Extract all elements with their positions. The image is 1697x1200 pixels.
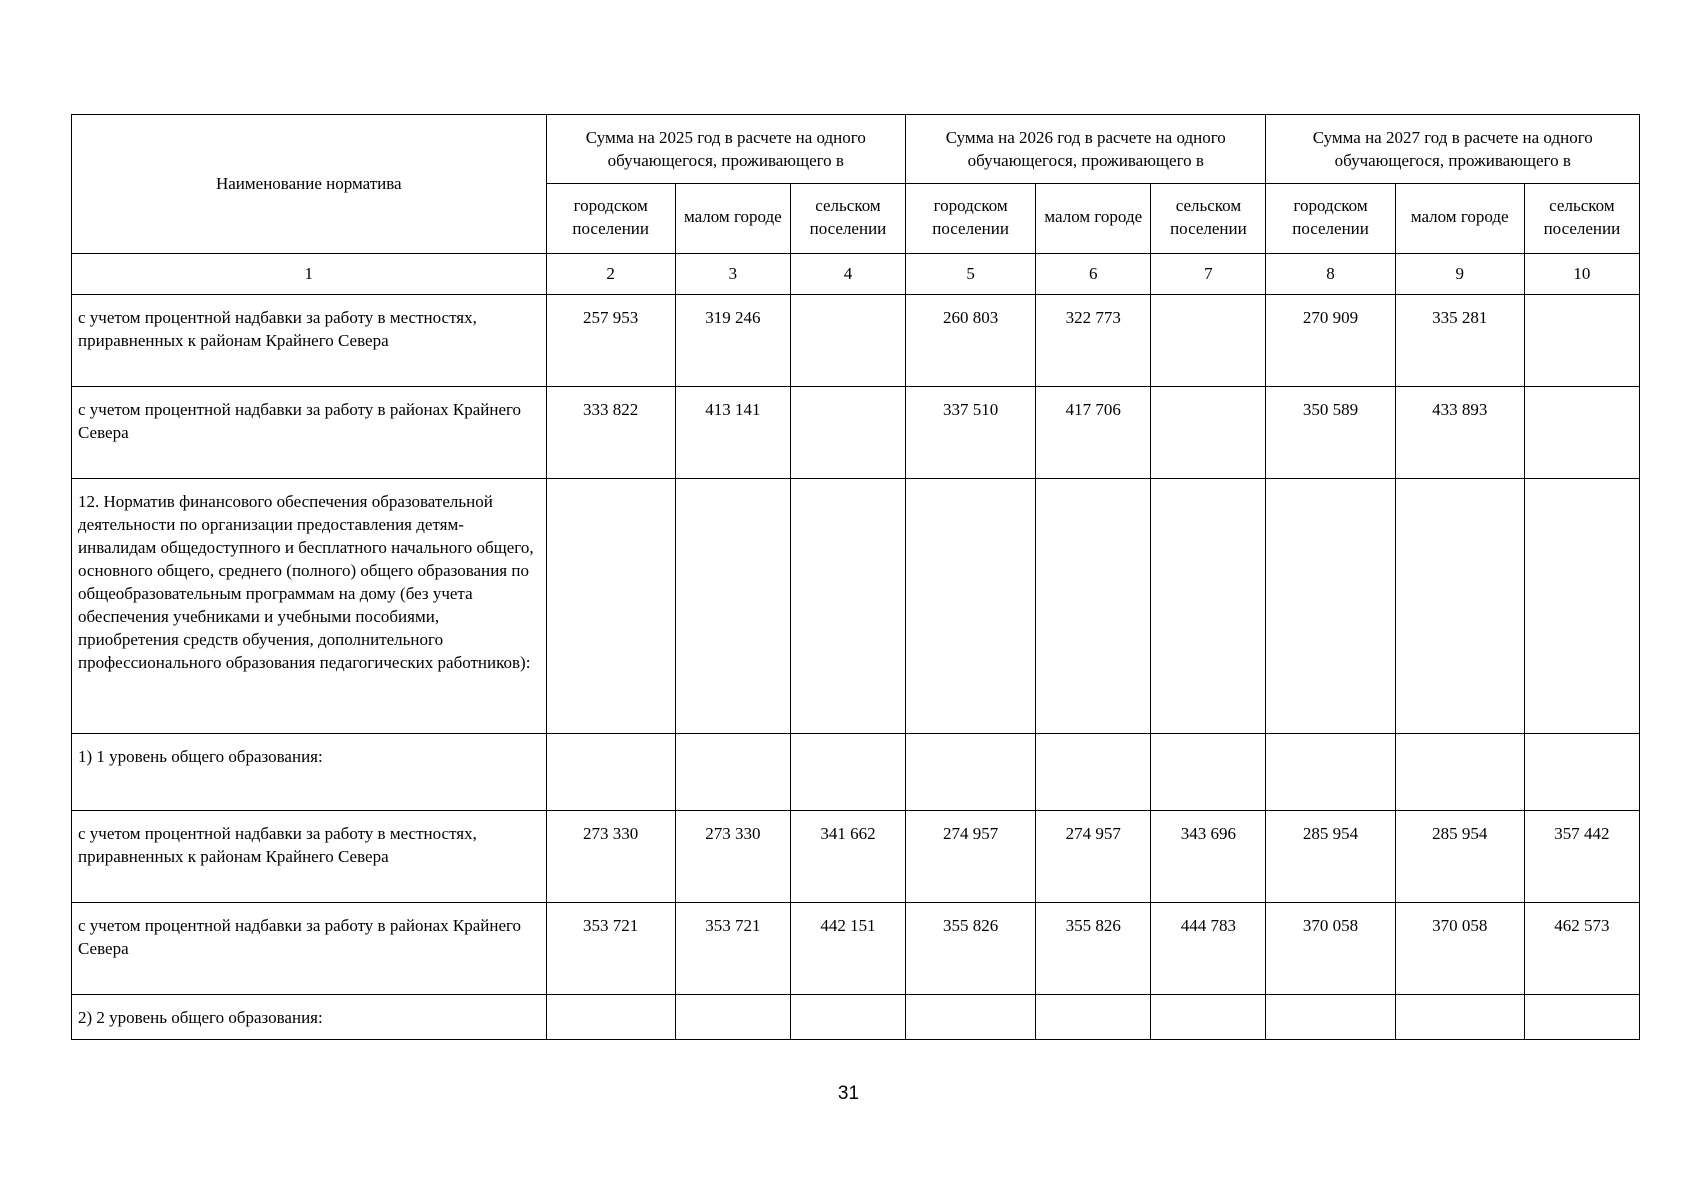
value-cell xyxy=(675,479,790,734)
value-cell: 370 058 xyxy=(1266,903,1395,995)
value-cell xyxy=(1395,734,1524,811)
table-row xyxy=(72,479,1640,734)
value-cell xyxy=(790,734,905,811)
value-cell xyxy=(675,995,790,1040)
value-cell xyxy=(1266,479,1395,734)
table-row xyxy=(72,903,1640,995)
value-cell: 353 721 xyxy=(675,903,790,995)
value-cell xyxy=(790,479,905,734)
value-cell: 444 783 xyxy=(1151,903,1266,995)
column-number: 4 xyxy=(790,254,905,295)
value-cell: 343 696 xyxy=(1151,811,1266,903)
column-number: 10 xyxy=(1524,254,1639,295)
value-cell xyxy=(1036,734,1151,811)
header-group-2027: Сумма на 2027 год в расчете на одного обучающегося, проживающего в xyxy=(1266,115,1640,184)
value-cell: 355 826 xyxy=(906,903,1036,995)
value-cell xyxy=(1151,734,1266,811)
column-number: 2 xyxy=(546,254,675,295)
value-cell xyxy=(1151,479,1266,734)
column-number: 9 xyxy=(1395,254,1524,295)
value-cell xyxy=(906,995,1036,1040)
header-group-2026: Сумма на 2026 год в расчете на одного обучающегося, проживающего в xyxy=(906,115,1266,184)
value-cell: 337 510 xyxy=(906,387,1036,479)
row-name-cell: 2) 2 уровень общего образования: xyxy=(72,995,547,1040)
value-cell xyxy=(546,995,675,1040)
value-cell xyxy=(675,734,790,811)
value-cell xyxy=(790,995,905,1040)
value-cell xyxy=(1524,734,1639,811)
value-cell: 257 953 xyxy=(546,295,675,387)
value-cell: 462 573 xyxy=(1524,903,1639,995)
value-cell xyxy=(1524,387,1639,479)
value-cell xyxy=(1151,387,1266,479)
subheader-urban-2025: городском поселении xyxy=(546,184,675,254)
value-cell: 335 281 xyxy=(1395,295,1524,387)
column-number: 7 xyxy=(1151,254,1266,295)
subheader-rural-2026: сельском поселении xyxy=(1151,184,1266,254)
row-name-cell: с учетом процентной надбавки за работу в местностях, приравненных к районам Крайнего Севера xyxy=(72,295,547,387)
column-number: 8 xyxy=(1266,254,1395,295)
value-cell xyxy=(1395,479,1524,734)
value-cell: 322 773 xyxy=(1036,295,1151,387)
value-cell: 433 893 xyxy=(1395,387,1524,479)
value-cell: 285 954 xyxy=(1395,811,1524,903)
header-name-cell: Наименование норматива xyxy=(72,115,547,254)
value-cell: 413 141 xyxy=(675,387,790,479)
header-group-row xyxy=(72,115,1640,184)
value-cell xyxy=(1151,995,1266,1040)
value-cell: 274 957 xyxy=(906,811,1036,903)
value-cell: 350 589 xyxy=(1266,387,1395,479)
value-cell: 274 957 xyxy=(1036,811,1151,903)
value-cell: 442 151 xyxy=(790,903,905,995)
column-number-row xyxy=(72,254,1640,295)
value-cell: 417 706 xyxy=(1036,387,1151,479)
row-name-cell: с учетом процентной надбавки за работу в районах Крайнего Севера xyxy=(72,903,547,995)
value-cell: 370 058 xyxy=(1395,903,1524,995)
table-row xyxy=(72,387,1640,479)
column-number: 3 xyxy=(675,254,790,295)
header-group-2025: Сумма на 2025 год в расчете на одного обучающегося, проживающего в xyxy=(546,115,905,184)
column-number: 6 xyxy=(1036,254,1151,295)
row-name-cell: 12. Норматив финансового обеспечения образовательной деятельности по организации предоставления детям-инвалидам общедоступного и бесплатного начального общего, основного общего, среднего (полного) общего образования по общеобразовательным программам на дому (без учета обеспечения учебниками и учебными пособиями, приобретения средств обучения, дополнительного профессионального образования педагогических работников): xyxy=(72,479,547,734)
value-cell xyxy=(1395,995,1524,1040)
value-cell xyxy=(790,295,905,387)
row-name-cell: с учетом процентной надбавки за работу в районах Крайнего Севера xyxy=(72,387,547,479)
value-cell xyxy=(1524,995,1639,1040)
value-cell xyxy=(1036,995,1151,1040)
column-number: 5 xyxy=(906,254,1036,295)
value-cell xyxy=(1524,295,1639,387)
value-cell xyxy=(546,479,675,734)
value-cell: 333 822 xyxy=(546,387,675,479)
value-cell: 273 330 xyxy=(675,811,790,903)
page-number: 31 xyxy=(837,1083,860,1104)
value-cell xyxy=(906,479,1036,734)
value-cell xyxy=(1524,479,1639,734)
table-row xyxy=(72,295,1640,387)
value-cell: 355 826 xyxy=(1036,903,1151,995)
value-cell: 357 442 xyxy=(1524,811,1639,903)
value-cell xyxy=(1266,995,1395,1040)
row-name-cell: с учетом процентной надбавки за работу в местностях, приравненных к районам Крайнего Севера xyxy=(72,811,547,903)
value-cell: 353 721 xyxy=(546,903,675,995)
table-row xyxy=(72,995,1640,1040)
table-row xyxy=(72,811,1640,903)
value-cell: 319 246 xyxy=(675,295,790,387)
value-cell: 273 330 xyxy=(546,811,675,903)
value-cell xyxy=(1266,734,1395,811)
column-number: 1 xyxy=(72,254,547,295)
subheader-smalltown-2025: малом городе xyxy=(675,184,790,254)
subheader-rural-2025: сельском поселении xyxy=(790,184,905,254)
value-cell xyxy=(906,734,1036,811)
subheader-smalltown-2027: малом городе xyxy=(1395,184,1524,254)
subheader-smalltown-2026: малом городе xyxy=(1036,184,1151,254)
subheader-rural-2027: сельском поселении xyxy=(1524,184,1639,254)
value-cell: 285 954 xyxy=(1266,811,1395,903)
norms-table xyxy=(71,114,1640,1040)
value-cell xyxy=(1036,479,1151,734)
value-cell: 260 803 xyxy=(906,295,1036,387)
row-name-cell: 1) 1 уровень общего образования: xyxy=(72,734,547,811)
value-cell xyxy=(1151,295,1266,387)
table-row xyxy=(72,734,1640,811)
value-cell xyxy=(546,734,675,811)
value-cell: 270 909 xyxy=(1266,295,1395,387)
value-cell xyxy=(790,387,905,479)
subheader-urban-2026: городском поселении xyxy=(906,184,1036,254)
subheader-urban-2027: городском поселении xyxy=(1266,184,1395,254)
value-cell: 341 662 xyxy=(790,811,905,903)
